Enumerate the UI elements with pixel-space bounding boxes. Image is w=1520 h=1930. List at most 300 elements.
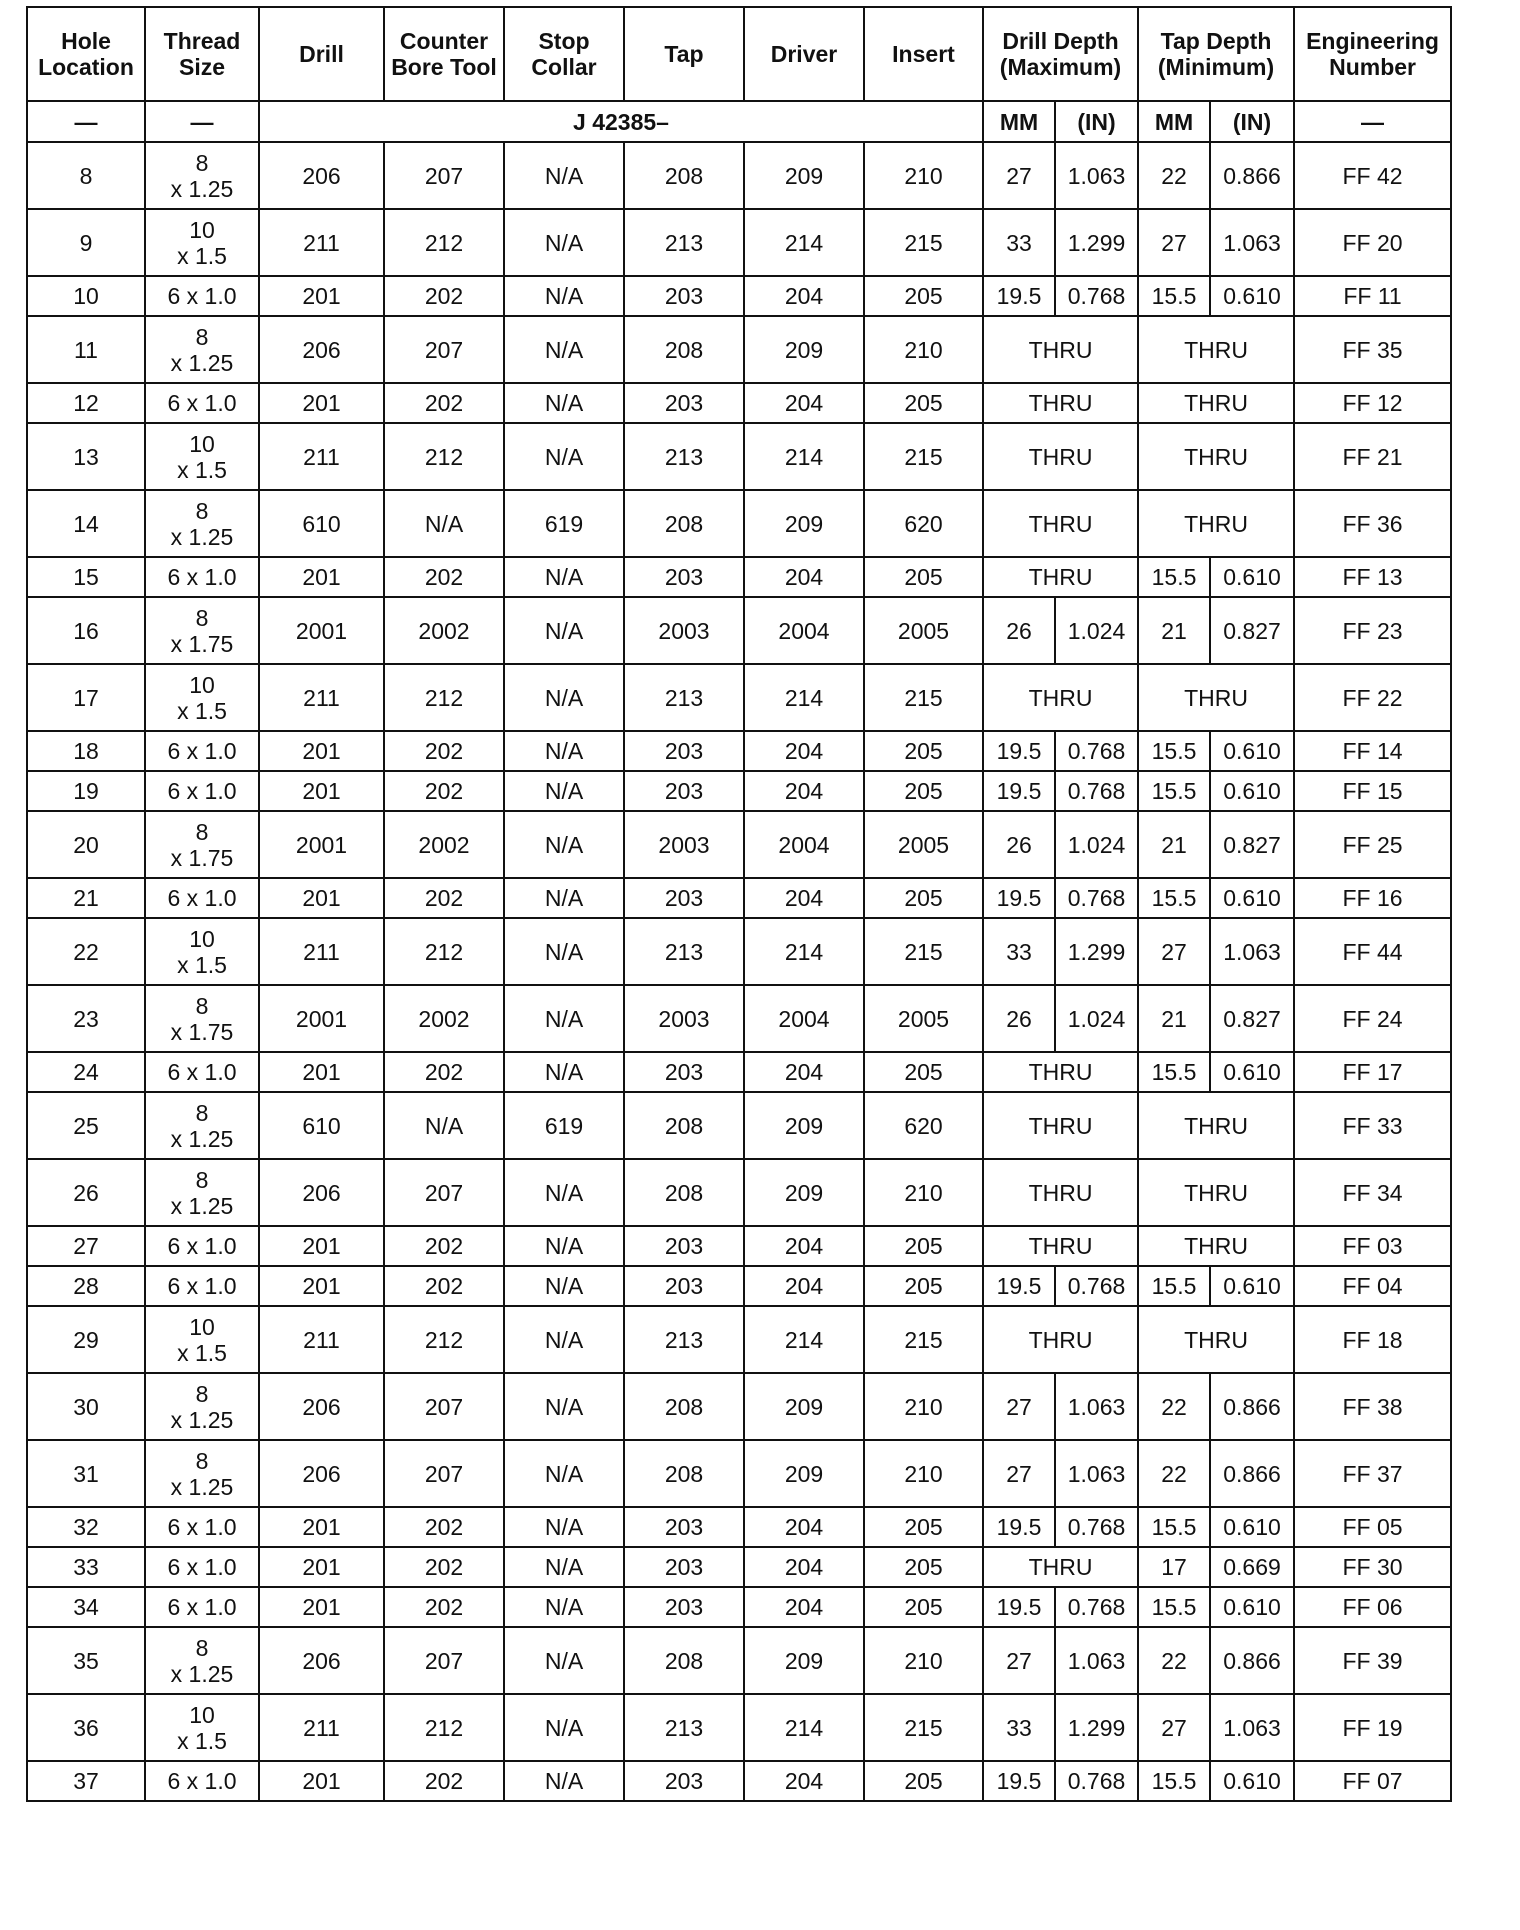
- cell-drill: 201: [259, 1547, 384, 1587]
- cell-thread-size: [145, 1226, 259, 1266]
- cell-stop-collar: N/A: [504, 1266, 624, 1306]
- cell-thread-size: [145, 1694, 259, 1761]
- cell-hole-location: 14: [27, 490, 145, 557]
- cell-engineering-number: FF 25: [1294, 811, 1451, 878]
- cell-tap-depth-in: 0.669: [1210, 1547, 1294, 1587]
- cell-engineering-number: FF 38: [1294, 1373, 1451, 1440]
- cell-drill-depth-in: 0.768: [1055, 1266, 1138, 1306]
- cell-counter-bore-tool: 202: [384, 1547, 504, 1587]
- cell-driver: 204: [744, 1761, 864, 1801]
- table-row: [27, 316, 1451, 383]
- cell-drill: 610: [259, 490, 384, 557]
- cell-insert: 205: [864, 557, 983, 597]
- cell-insert: 210: [864, 316, 983, 383]
- cell-tap-depth-thru: THRU: [1138, 1092, 1294, 1159]
- cell-engineering-number: FF 06: [1294, 1587, 1451, 1627]
- cell-drill: 206: [259, 1159, 384, 1226]
- thread-size-line: x 1.25: [170, 1660, 234, 1687]
- cell-stop-collar: N/A: [504, 1761, 624, 1801]
- cell-engineering-number: FF 22: [1294, 664, 1451, 731]
- cell-drill-depth-in: 1.024: [1055, 597, 1138, 664]
- table-row: [27, 1159, 1451, 1226]
- cell-tap-depth-mm: 27: [1138, 1694, 1210, 1761]
- table-row: [27, 1226, 1451, 1266]
- cell-stop-collar: N/A: [504, 878, 624, 918]
- cell-drill-depth-mm: 26: [983, 597, 1055, 664]
- thread-size-line: x 1.5: [177, 951, 227, 978]
- cell-stop-collar: N/A: [504, 209, 624, 276]
- cell-tap-depth-mm: 15.5: [1138, 1761, 1210, 1801]
- cell-stop-collar: N/A: [504, 1226, 624, 1266]
- cell-drill-depth-in: 0.768: [1055, 276, 1138, 316]
- cell-engineering-number: FF 07: [1294, 1761, 1451, 1801]
- cell-tap-depth-mm: 15.5: [1138, 771, 1210, 811]
- cell-hole-location: 26: [27, 1159, 145, 1226]
- thread-size-line: x 1.5: [177, 697, 227, 724]
- cell-drill-depth-thru: THRU: [983, 1226, 1138, 1266]
- cell-hole-location: 15: [27, 557, 145, 597]
- cell-drill-depth-thru: THRU: [983, 1052, 1138, 1092]
- cell-tap: 203: [624, 1761, 744, 1801]
- cell-stop-collar: N/A: [504, 918, 624, 985]
- cell-drill-depth-mm: 19.5: [983, 731, 1055, 771]
- table-row: [27, 490, 1451, 557]
- header-hole-location: Hole Location: [27, 7, 145, 101]
- table-row: [27, 664, 1451, 731]
- cell-drill-depth-mm: 27: [983, 1440, 1055, 1507]
- cell-tap-depth-mm: 15.5: [1138, 731, 1210, 771]
- cell-thread-size: [145, 383, 259, 423]
- cell-tap-depth-thru: THRU: [1138, 383, 1294, 423]
- cell-tap-depth-mm: 27: [1138, 209, 1210, 276]
- cell-tap-depth-mm: 15.5: [1138, 557, 1210, 597]
- cell-drill: 211: [259, 1306, 384, 1373]
- cell-engineering-number: FF 15: [1294, 771, 1451, 811]
- cell-thread-size: [145, 731, 259, 771]
- cell-thread-size: [145, 209, 259, 276]
- cell-driver: 214: [744, 918, 864, 985]
- cell-drill: 211: [259, 209, 384, 276]
- cell-driver: 204: [744, 1587, 864, 1627]
- cell-drill: 201: [259, 731, 384, 771]
- cell-hole-location: 21: [27, 878, 145, 918]
- cell-driver: 214: [744, 1306, 864, 1373]
- cell-driver: 214: [744, 423, 864, 490]
- cell-insert: 205: [864, 1547, 983, 1587]
- cell-tap-depth-in: 0.866: [1210, 142, 1294, 209]
- cell-hole-location: 27: [27, 1226, 145, 1266]
- cell-driver: 209: [744, 1627, 864, 1694]
- cell-tap-depth-mm: 27: [1138, 918, 1210, 985]
- units-tool-prefix: J 42385–: [259, 101, 983, 142]
- cell-driver: 209: [744, 142, 864, 209]
- thread-size-line: 8: [195, 323, 209, 350]
- cell-drill: 206: [259, 1440, 384, 1507]
- table-row: [27, 918, 1451, 985]
- cell-counter-bore-tool: 2002: [384, 597, 504, 664]
- cell-tap-depth-thru: THRU: [1138, 316, 1294, 383]
- cell-drill: 2001: [259, 811, 384, 878]
- cell-driver: 2004: [744, 811, 864, 878]
- cell-hole-location: 19: [27, 771, 145, 811]
- cell-tap-depth-thru: THRU: [1138, 490, 1294, 557]
- cell-tap: 203: [624, 878, 744, 918]
- units-engineering: —: [1294, 101, 1451, 142]
- cell-insert: 205: [864, 771, 983, 811]
- cell-counter-bore-tool: 207: [384, 1373, 504, 1440]
- thread-size-line: 8: [195, 818, 209, 845]
- cell-tap: 213: [624, 209, 744, 276]
- cell-counter-bore-tool: 207: [384, 1440, 504, 1507]
- cell-driver: 209: [744, 1092, 864, 1159]
- cell-drill: 201: [259, 1587, 384, 1627]
- cell-tap-depth-mm: 22: [1138, 1373, 1210, 1440]
- cell-counter-bore-tool: 212: [384, 1694, 504, 1761]
- thread-size-line: x 1.75: [170, 844, 234, 871]
- cell-tap: 213: [624, 918, 744, 985]
- cell-stop-collar: N/A: [504, 1627, 624, 1694]
- thread-size-line: 10: [189, 1701, 215, 1728]
- thread-size-line: x 1.25: [170, 523, 234, 550]
- cell-tap: 208: [624, 1159, 744, 1226]
- cell-tap: 213: [624, 423, 744, 490]
- cell-engineering-number: FF 21: [1294, 423, 1451, 490]
- thread-size-line: 8: [195, 149, 209, 176]
- cell-tap-depth-in: 0.827: [1210, 811, 1294, 878]
- cell-driver: 214: [744, 1694, 864, 1761]
- cell-stop-collar: N/A: [504, 1507, 624, 1547]
- cell-drill-depth-in: 1.063: [1055, 1373, 1138, 1440]
- cell-counter-bore-tool: 202: [384, 276, 504, 316]
- cell-counter-bore-tool: 202: [384, 1052, 504, 1092]
- cell-thread-size: [145, 1052, 259, 1092]
- cell-drill: 211: [259, 918, 384, 985]
- cell-thread-size: [145, 1547, 259, 1587]
- table-row: [27, 985, 1451, 1052]
- cell-engineering-number: FF 24: [1294, 985, 1451, 1052]
- cell-stop-collar: N/A: [504, 664, 624, 731]
- cell-hole-location: 30: [27, 1373, 145, 1440]
- table-row: [27, 423, 1451, 490]
- cell-hole-location: 28: [27, 1266, 145, 1306]
- cell-drill-depth-thru: THRU: [983, 1159, 1138, 1226]
- cell-tap-depth-in: 1.063: [1210, 1694, 1294, 1761]
- cell-hole-location: 23: [27, 985, 145, 1052]
- header-counter-bore-tool: Counter Bore Tool: [384, 7, 504, 101]
- cell-hole-location: 13: [27, 423, 145, 490]
- cell-tap-depth-in: 0.610: [1210, 1587, 1294, 1627]
- cell-insert: 215: [864, 664, 983, 731]
- cell-hole-location: 10: [27, 276, 145, 316]
- cell-counter-bore-tool: 212: [384, 664, 504, 731]
- thread-size-line: 8: [195, 1634, 209, 1661]
- cell-tap-depth-in: 0.866: [1210, 1627, 1294, 1694]
- units-row: [27, 101, 1451, 142]
- cell-drill: 201: [259, 771, 384, 811]
- cell-hole-location: 16: [27, 597, 145, 664]
- cell-engineering-number: FF 13: [1294, 557, 1451, 597]
- cell-drill-depth-mm: 19.5: [983, 1587, 1055, 1627]
- table-row: [27, 771, 1451, 811]
- cell-counter-bore-tool: 202: [384, 557, 504, 597]
- cell-tap-depth-in: 0.610: [1210, 1761, 1294, 1801]
- cell-insert: 215: [864, 1306, 983, 1373]
- table-row: [27, 1761, 1451, 1801]
- cell-engineering-number: FF 18: [1294, 1306, 1451, 1373]
- cell-drill-depth-thru: THRU: [983, 557, 1138, 597]
- cell-driver: 209: [744, 1159, 864, 1226]
- cell-drill-depth-thru: THRU: [983, 664, 1138, 731]
- thread-size-line: 10: [189, 430, 215, 457]
- thread-size-line: x 1.25: [170, 349, 234, 376]
- cell-drill: 610: [259, 1092, 384, 1159]
- cell-tap-depth-in: 0.866: [1210, 1373, 1294, 1440]
- cell-drill-depth-in: 1.063: [1055, 1440, 1138, 1507]
- table-row: [27, 383, 1451, 423]
- cell-thread-size: [145, 664, 259, 731]
- cell-counter-bore-tool: 202: [384, 383, 504, 423]
- cell-tap-depth-thru: THRU: [1138, 1306, 1294, 1373]
- cell-driver: 209: [744, 490, 864, 557]
- cell-drill: 2001: [259, 985, 384, 1052]
- thread-size-line: x 1.75: [170, 630, 234, 657]
- cell-stop-collar: N/A: [504, 1052, 624, 1092]
- cell-thread-size: [145, 597, 259, 664]
- cell-thread-size: [145, 1306, 259, 1373]
- cell-stop-collar: N/A: [504, 1694, 624, 1761]
- tool-spec-table: [26, 6, 1452, 1802]
- cell-insert: 205: [864, 383, 983, 423]
- cell-hole-location: 37: [27, 1761, 145, 1801]
- cell-stop-collar: N/A: [504, 557, 624, 597]
- cell-driver: 204: [744, 771, 864, 811]
- cell-drill-depth-mm: 19.5: [983, 1507, 1055, 1547]
- cell-tap: 2003: [624, 811, 744, 878]
- thread-size-line: 8: [195, 1099, 209, 1126]
- cell-tap-depth-mm: 15.5: [1138, 1052, 1210, 1092]
- cell-stop-collar: N/A: [504, 985, 624, 1052]
- cell-drill: 201: [259, 276, 384, 316]
- cell-drill: 201: [259, 557, 384, 597]
- cell-thread-size: [145, 985, 259, 1052]
- cell-insert: 215: [864, 209, 983, 276]
- cell-counter-bore-tool: 2002: [384, 811, 504, 878]
- cell-tap-depth-mm: 22: [1138, 1440, 1210, 1507]
- thread-size-line: 8: [195, 604, 209, 631]
- cell-tap-depth-mm: 15.5: [1138, 276, 1210, 316]
- cell-engineering-number: FF 03: [1294, 1226, 1451, 1266]
- cell-drill-depth-thru: THRU: [983, 1306, 1138, 1373]
- cell-tap-depth-mm: 15.5: [1138, 878, 1210, 918]
- cell-drill-depth-in: 1.024: [1055, 811, 1138, 878]
- cell-tap: 213: [624, 664, 744, 731]
- cell-hole-location: 11: [27, 316, 145, 383]
- cell-tap: 203: [624, 1507, 744, 1547]
- thread-size-line: x 1.25: [170, 175, 234, 202]
- cell-counter-bore-tool: 202: [384, 1507, 504, 1547]
- cell-insert: 205: [864, 878, 983, 918]
- cell-tap: 203: [624, 1052, 744, 1092]
- cell-thread-size: [145, 142, 259, 209]
- cell-hole-location: 34: [27, 1587, 145, 1627]
- cell-thread-size: [145, 811, 259, 878]
- cell-tap: 208: [624, 1092, 744, 1159]
- cell-drill: 201: [259, 878, 384, 918]
- cell-tap-depth-in: 0.610: [1210, 731, 1294, 771]
- cell-driver: 214: [744, 209, 864, 276]
- cell-thread-size: [145, 557, 259, 597]
- cell-counter-bore-tool: 2002: [384, 985, 504, 1052]
- cell-drill-depth-in: 1.299: [1055, 1694, 1138, 1761]
- cell-drill: 201: [259, 1052, 384, 1092]
- table-row: [27, 811, 1451, 878]
- cell-drill-depth-in: 0.768: [1055, 771, 1138, 811]
- cell-driver: 204: [744, 731, 864, 771]
- cell-tap-depth-in: 0.827: [1210, 985, 1294, 1052]
- thread-size-line: 6 x 1.0: [167, 738, 237, 764]
- cell-stop-collar: N/A: [504, 1587, 624, 1627]
- cell-engineering-number: FF 42: [1294, 142, 1451, 209]
- cell-tap-depth-in: 0.866: [1210, 1440, 1294, 1507]
- cell-thread-size: [145, 918, 259, 985]
- cell-hole-location: 35: [27, 1627, 145, 1694]
- cell-driver: 204: [744, 383, 864, 423]
- cell-thread-size: [145, 771, 259, 811]
- thread-size-line: 8: [195, 1380, 209, 1407]
- thread-size-line: 6 x 1.0: [167, 1233, 237, 1259]
- thread-size-line: x 1.25: [170, 1125, 234, 1152]
- cell-drill-depth-thru: THRU: [983, 383, 1138, 423]
- thread-size-line: 6 x 1.0: [167, 283, 237, 309]
- table-row: [27, 878, 1451, 918]
- table-row: [27, 1306, 1451, 1373]
- cell-thread-size: [145, 316, 259, 383]
- cell-drill: 201: [259, 1507, 384, 1547]
- table-row: [27, 731, 1451, 771]
- thread-size-line: 6 x 1.0: [167, 1514, 237, 1540]
- cell-engineering-number: FF 11: [1294, 276, 1451, 316]
- cell-insert: 205: [864, 276, 983, 316]
- cell-thread-size: [145, 276, 259, 316]
- cell-hole-location: 33: [27, 1547, 145, 1587]
- cell-driver: 204: [744, 1547, 864, 1587]
- thread-size-line: x 1.25: [170, 1473, 234, 1500]
- cell-tap: 208: [624, 1440, 744, 1507]
- cell-hole-location: 36: [27, 1694, 145, 1761]
- header-driver: Driver: [744, 7, 864, 101]
- cell-tap-depth-mm: 15.5: [1138, 1507, 1210, 1547]
- cell-drill-depth-mm: 33: [983, 1694, 1055, 1761]
- cell-insert: 210: [864, 1373, 983, 1440]
- cell-engineering-number: FF 16: [1294, 878, 1451, 918]
- thread-size-line: x 1.5: [177, 1727, 227, 1754]
- header-tap: Tap: [624, 7, 744, 101]
- cell-engineering-number: FF 44: [1294, 918, 1451, 985]
- cell-driver: 209: [744, 1440, 864, 1507]
- table-row: [27, 209, 1451, 276]
- cell-insert: 215: [864, 1694, 983, 1761]
- thread-size-line: 10: [189, 1313, 215, 1340]
- cell-stop-collar: N/A: [504, 1547, 624, 1587]
- cell-insert: 205: [864, 1507, 983, 1547]
- cell-drill-depth-mm: 33: [983, 209, 1055, 276]
- cell-stop-collar: N/A: [504, 731, 624, 771]
- cell-driver: 209: [744, 316, 864, 383]
- cell-drill-depth-mm: 27: [983, 1373, 1055, 1440]
- cell-counter-bore-tool: 202: [384, 731, 504, 771]
- cell-insert: 215: [864, 423, 983, 490]
- cell-engineering-number: FF 39: [1294, 1627, 1451, 1694]
- cell-tap-depth-in: 0.610: [1210, 1266, 1294, 1306]
- cell-thread-size: [145, 1587, 259, 1627]
- cell-tap: 203: [624, 276, 744, 316]
- cell-tap: 2003: [624, 597, 744, 664]
- cell-insert: 210: [864, 1627, 983, 1694]
- cell-tap: 203: [624, 557, 744, 597]
- cell-drill: 206: [259, 142, 384, 209]
- cell-thread-size: [145, 878, 259, 918]
- cell-drill: 201: [259, 1761, 384, 1801]
- cell-tap-depth-mm: 21: [1138, 811, 1210, 878]
- thread-size-line: 6 x 1.0: [167, 1059, 237, 1085]
- cell-insert: 210: [864, 142, 983, 209]
- cell-engineering-number: FF 37: [1294, 1440, 1451, 1507]
- cell-drill-depth-mm: 19.5: [983, 1761, 1055, 1801]
- cell-counter-bore-tool: 202: [384, 1761, 504, 1801]
- cell-engineering-number: FF 36: [1294, 490, 1451, 557]
- cell-drill-depth-mm: 26: [983, 811, 1055, 878]
- cell-thread-size: [145, 1092, 259, 1159]
- thread-size-line: 6 x 1.0: [167, 390, 237, 416]
- cell-drill-depth-thru: THRU: [983, 316, 1138, 383]
- cell-driver: 2004: [744, 597, 864, 664]
- cell-stop-collar: N/A: [504, 771, 624, 811]
- cell-driver: 2004: [744, 985, 864, 1052]
- cell-driver: 204: [744, 1507, 864, 1547]
- cell-counter-bore-tool: 202: [384, 878, 504, 918]
- cell-drill-depth-mm: 27: [983, 142, 1055, 209]
- cell-thread-size: [145, 1761, 259, 1801]
- cell-stop-collar: N/A: [504, 597, 624, 664]
- cell-insert: 620: [864, 1092, 983, 1159]
- cell-tap-depth-in: 1.063: [1210, 209, 1294, 276]
- thread-size-line: 8: [195, 992, 209, 1019]
- cell-counter-bore-tool: 207: [384, 142, 504, 209]
- cell-stop-collar: 619: [504, 1092, 624, 1159]
- cell-drill-depth-mm: 26: [983, 985, 1055, 1052]
- cell-driver: 204: [744, 1266, 864, 1306]
- cell-stop-collar: 619: [504, 490, 624, 557]
- cell-tap: 208: [624, 1373, 744, 1440]
- cell-tap: 203: [624, 1226, 744, 1266]
- cell-stop-collar: N/A: [504, 1159, 624, 1226]
- cell-engineering-number: FF 12: [1294, 383, 1451, 423]
- table-row: [27, 1627, 1451, 1694]
- cell-drill: 201: [259, 1226, 384, 1266]
- cell-drill-depth-mm: 33: [983, 918, 1055, 985]
- cell-driver: 209: [744, 1373, 864, 1440]
- cell-counter-bore-tool: N/A: [384, 1092, 504, 1159]
- cell-stop-collar: N/A: [504, 276, 624, 316]
- cell-stop-collar: N/A: [504, 142, 624, 209]
- cell-tap-depth-in: 0.610: [1210, 276, 1294, 316]
- cell-drill: 211: [259, 423, 384, 490]
- cell-thread-size: [145, 490, 259, 557]
- cell-tap: 213: [624, 1306, 744, 1373]
- cell-drill: 206: [259, 1373, 384, 1440]
- cell-drill-depth-mm: 19.5: [983, 878, 1055, 918]
- cell-driver: 214: [744, 664, 864, 731]
